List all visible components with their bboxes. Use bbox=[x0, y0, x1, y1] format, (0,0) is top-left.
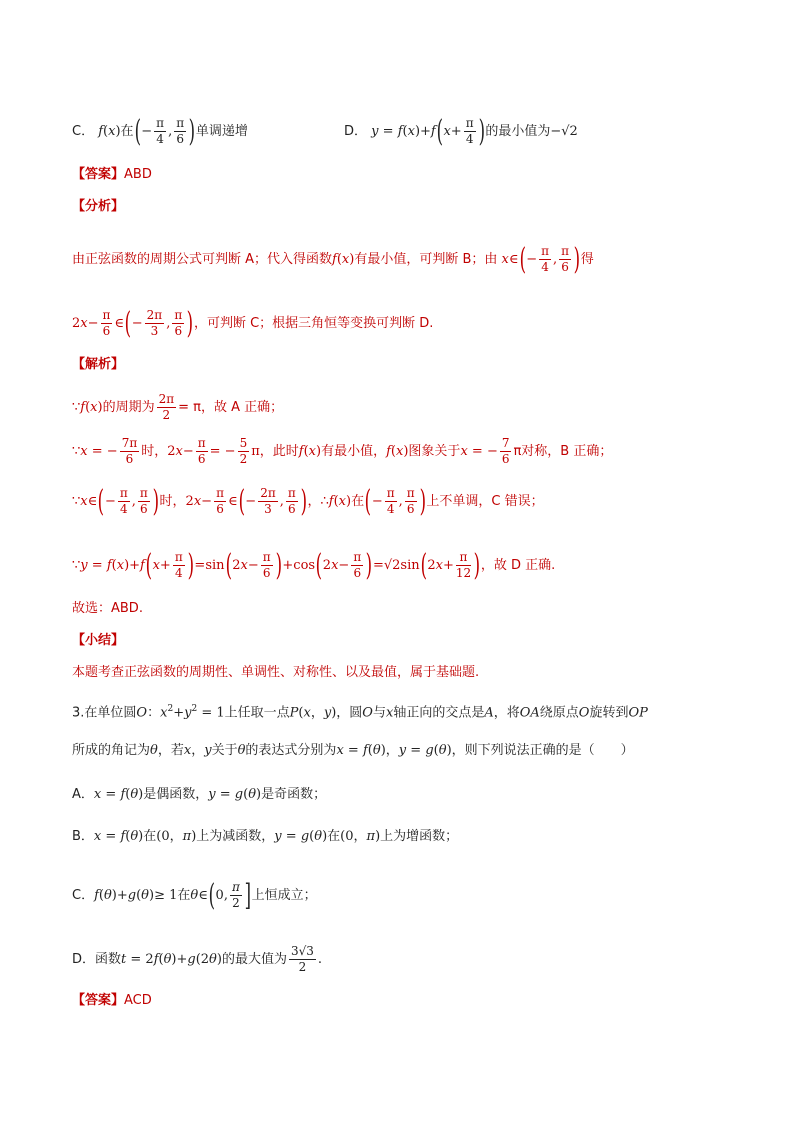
summary-heading: 【小结】 bbox=[72, 633, 125, 648]
option-d: D． y = f(x)+f(x+ $\frac{\pi}{4}$ )的最小值为−√2 bbox=[344, 113, 578, 149]
q3-line-2: 所成的角记为θ，若x，y关于θ的表达式分别为x = f(θ)，y = g(θ)，则下列说法正确的是（ ） bbox=[72, 743, 634, 758]
solution-line-2: ∵x = − $\frac{7\pi}{6}$ 时，2x− $\frac{\pi}{6}$ = − $\frac{5}{2}$ π，此时f(x)有最小值，f(x)图象关于x = − $\frac{7}{6}$ π对称，B 正确； bbox=[72, 436, 613, 466]
solution-line-1: ∵f(x)的周期为 $\frac{2\pi}{2}$ = π，故 A 正确； bbox=[72, 392, 284, 422]
answer-2: 【答案】ACD bbox=[72, 993, 152, 1008]
q3-option-b: B．x = f(θ)在(0，π)上为减函数，y = g(θ)在(0，π)上为增函数； bbox=[72, 829, 459, 844]
q3-option-d: D．函数t = 2f(θ)+g(2θ)的最大值为 $\frac{3√3}{2}$ . bbox=[72, 944, 323, 974]
choice-line: 故选：ABD. bbox=[72, 601, 143, 616]
solution-line-3: ∵x∈(− $\frac{\pi}{4}$ , $\frac{\pi}{6}$ )时，2x− $\frac{\pi}{6}$ ∈(− $\frac{2\pi}{3}$ , $\frac{\pi}{6}$ )，∴f(x)在(− $\frac{\pi}{4}$ , $\frac{\pi}{6}$ )上不单调，C 错误； bbox=[72, 483, 544, 519]
analysis-heading: 【分析】 bbox=[72, 199, 125, 214]
solution-line-4: ∵y = f(x)+f(x+ $\frac{\pi}{4}$ )=sin(2x− $\frac{\pi}{6}$ )+cos(2x− $\frac{\pi}{6}$ )=√2sin(2x+ $\frac{\pi}{12}$ )，故 D 正确. bbox=[72, 547, 556, 583]
analysis-line-1: 由正弦函数的周期公式可判断 A；代入得函数f(x)有最小值，可判断 B；由 x∈(− $\frac{\pi}{4}$ , $\frac{\pi}{6}$ )得 bbox=[72, 241, 594, 277]
q3-option-a: A．x = f(θ)是偶函数，y = g(θ)是奇函数； bbox=[72, 787, 327, 802]
q3-line-1: 3.在单位圆O：$x^2+y^2 = 1$上任取一点P(x，y)，圆O与x轴正向的交点是A，将OA绕原点O旋转到OP bbox=[72, 704, 648, 721]
analysis-line-2: 2x− $\frac{\pi}{6}$ ∈(− $\frac{2\pi}{3}$ , $\frac{\pi}{6}$ )，可判断 C；根据三角恒等变换可判断 D. bbox=[72, 305, 434, 341]
answer-1: 【答案】ABD bbox=[72, 167, 152, 182]
summary-text: 本题考查正弦函数的周期性、单调性、对称性、以及最值，属于基础题. bbox=[72, 665, 480, 680]
option-c: C． f(x)在(− $\frac{\pi}{4}$ , $\frac{\pi}{6}$ )单调递增 bbox=[72, 113, 248, 149]
q3-option-c: C．f(θ)+g(θ)≥ 1在θ∈(0, $\frac{\pi}{2}$ ]上恒成立； bbox=[72, 877, 317, 913]
solution-heading: 【解析】 bbox=[72, 357, 125, 372]
